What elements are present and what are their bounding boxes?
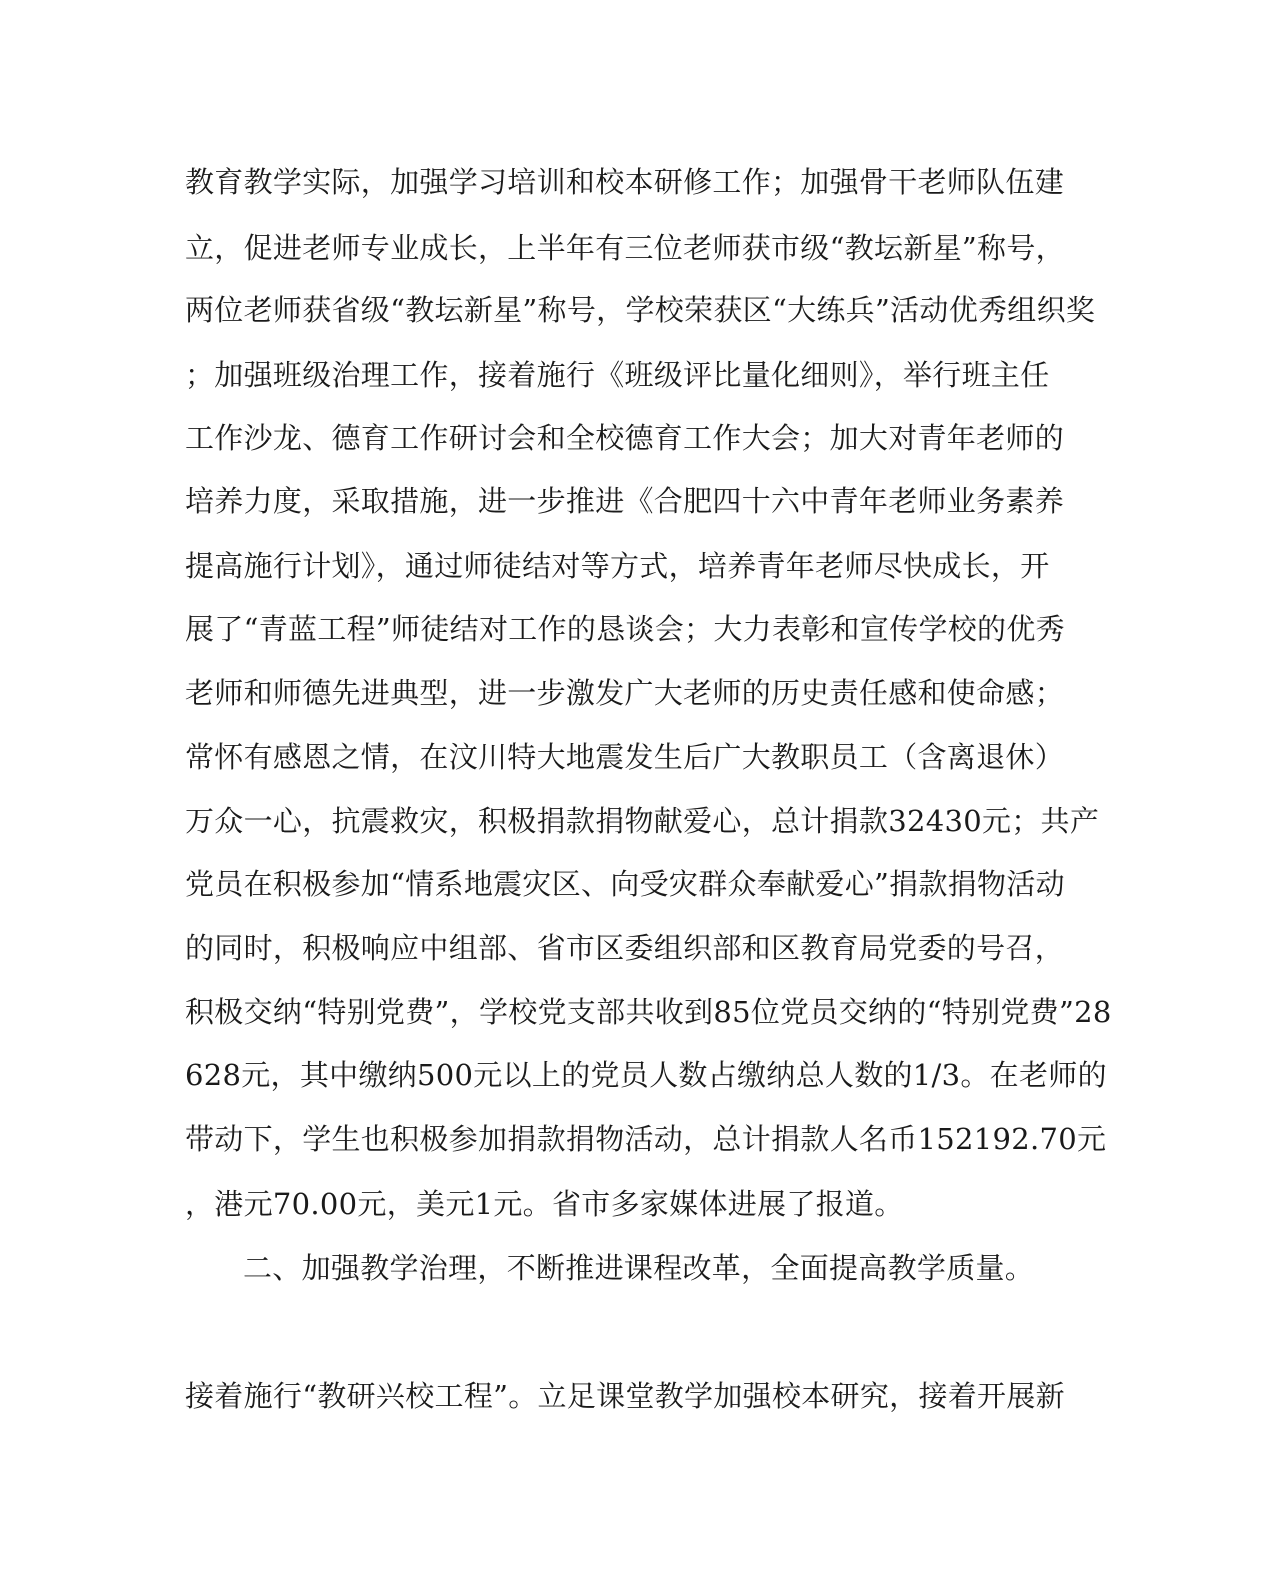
text-line-6: 培养力度，采取措施，进一步推进《合肥四十六中青年老师业务素养 xyxy=(185,484,1065,518)
text-line-2: 立，促进老师专业成长，上半年有三位老师获市级“教坛新星”称号， xyxy=(185,231,1065,265)
text-line-5: 工作沙龙、德育工作研讨会和全校德育工作大会；加大对青年老师的 xyxy=(185,421,1065,455)
text-line-13: 的同时，积极响应中组部、省市区委组织部和区教育局党委的号召， xyxy=(185,931,1065,965)
text-line-17: ，港元70.00元，美元1元。省市多家媒体进展了报道。 xyxy=(185,1187,904,1221)
text-line-15: 628元，其中缴纳500元以上的党员人数占缴纳总人数的1/3。在老师的 xyxy=(185,1058,1107,1092)
text-line-11: 万众一心，抗震救灾，积极捐款捐物献爱心，总计捐款32430元；共产 xyxy=(185,804,1100,838)
text-line-9: 老师和师德先进典型，进一步激发广大老师的历史责任感和使命感； xyxy=(185,676,1065,710)
section-heading: 二、加强教学治理，不断推进课程改革，全面提高教学质量。 xyxy=(243,1251,1035,1285)
text-line-3: 两位老师获省级“教坛新星”称号，学校荣获区“大练兵”活动优秀组织奖 xyxy=(185,293,1096,327)
text-line-14: 积极交纳“特别党费”，学校党支部共收到85位党员交纳的“特别党费”28 xyxy=(185,995,1112,1029)
text-line-7: 提高施行计划》，通过师徒结对等方式，培养青年老师尽快成长，开 xyxy=(185,549,1050,583)
text-line-10: 常怀有感恩之情，在汶川特大地震发生后广大教职员工（含离退休） xyxy=(185,740,1065,774)
text-line-16: 带动下，学生也积极参加捐款捐物活动，总计捐款人名币152192.70元 xyxy=(185,1122,1107,1156)
text-line-19: 接着施行“教研兴校工程”。立足课堂教学加强校本研究，接着开展新 xyxy=(185,1379,1065,1413)
text-line-4: ；加强班级治理工作，接着施行《班级评比量化细则》，举行班主任 xyxy=(185,358,1050,392)
text-line-8: 展了“青蓝工程”师徒结对工作的恳谈会；大力表彰和宣传学校的优秀 xyxy=(185,612,1065,646)
text-line-1: 教育教学实际，加强学习培训和校本研修工作；加强骨干老师队伍建 xyxy=(185,165,1065,199)
text-line-12: 党员在积极参加“情系地震灾区、向受灾群众奉献爱心”捐款捐物活动 xyxy=(185,867,1065,901)
